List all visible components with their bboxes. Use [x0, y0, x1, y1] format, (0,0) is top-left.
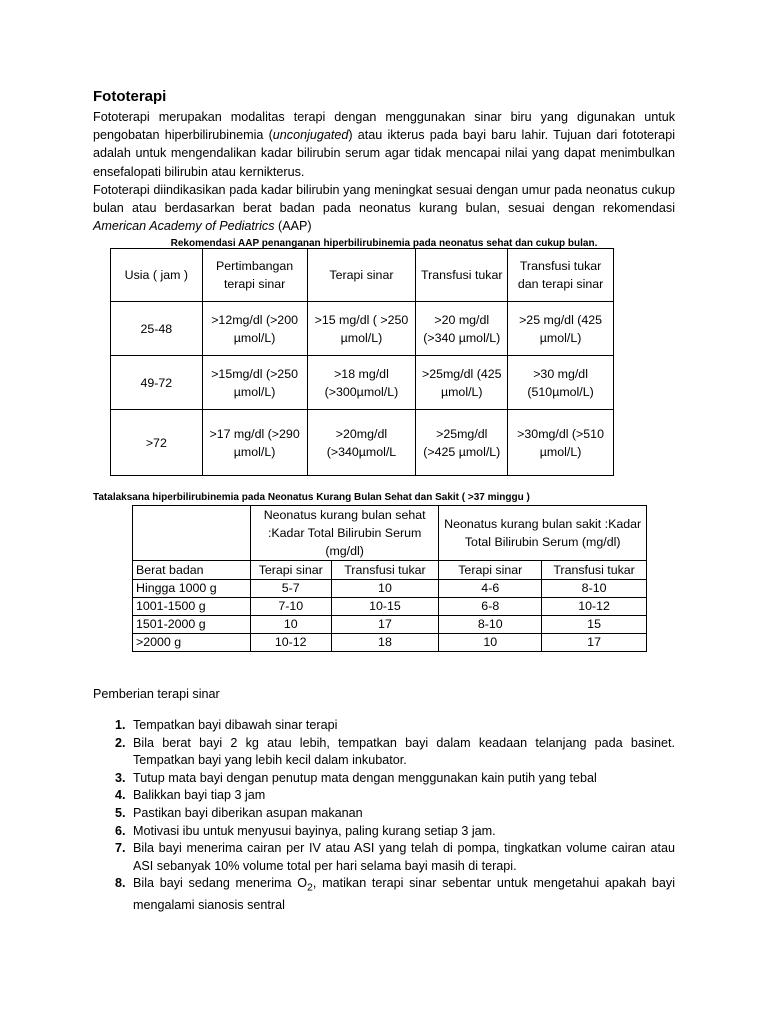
table1-cell: >72	[111, 410, 203, 476]
table1-cell: >25mg/dl (425 µmol/L)	[416, 356, 508, 410]
table2-cell: 10	[250, 616, 331, 634]
table-row	[111, 302, 614, 356]
list-item: 5. Pastikan bayi diberikan asupan makanan	[129, 805, 675, 823]
table2-header-berat: Berat badan	[133, 561, 251, 580]
table1-caption: Rekomendasi AAP penanganan hiperbilirubinemia pada neonatus sehat dan cukup bulan.	[170, 238, 598, 250]
table1-cell: >20mg/dl (>340µmol/L	[307, 410, 416, 476]
table2-cell: 1501-2000 g	[133, 616, 251, 634]
aap-recommendation-table	[110, 248, 614, 476]
table-row	[133, 634, 647, 652]
table2-cell: 7-10	[250, 598, 331, 616]
steps-list	[93, 717, 675, 915]
list-item: 3. Tutup mata bayi dengan penutup mata dengan menggunakan kain putih yang tebal	[129, 770, 675, 788]
intro-p2-text-b: (AAP)	[274, 219, 312, 234]
item8-text-b: , matikan terapi sinar sebentar untuk mengetahui apakah bayi mengalami sianosis sentral	[133, 876, 675, 913]
intro-p2-emphasis: American Academy of Pediatrics	[93, 219, 275, 234]
document-page	[93, 88, 675, 913]
preterm-management-table	[132, 505, 647, 652]
table2-cell: 10-12	[250, 634, 331, 652]
table2-cell: 4-6	[439, 580, 542, 598]
table-row	[133, 580, 647, 598]
table1-cell: >25 mg/dl (425 µmol/L)	[508, 302, 614, 356]
list-item: 2. Bila berat bayi 2 kg atau lebih, tempatkan bayi dalam keadaan telanjang pada basinet. Tempatkan bayi yang lebih kecil dalam inkubator.	[129, 735, 675, 770]
table1-cell: >25mg/dl (>425 µmol/L)	[416, 410, 508, 476]
table2-group-sehat: Neonatus kurang bulan sehat :Kadar Total Bilirubin Serum (mg/dl)	[250, 506, 438, 561]
table2-cell: 8-10	[542, 580, 647, 598]
table1-cell: >30 mg/dl (510µmol/L)	[508, 356, 614, 410]
table1-cell: >17 mg/dl (>290 µmol/L)	[202, 410, 307, 476]
table-row	[111, 410, 614, 476]
list-item	[129, 875, 675, 915]
table1-cell: >20 mg/dl (>340 µmol/L)	[416, 302, 508, 356]
table2-cell: Hingga 1000 g	[133, 580, 251, 598]
table2-cell: 18	[331, 634, 439, 652]
table2-header-transfusi: Transfusi tukar	[542, 561, 647, 580]
table2-header-terapi: Terapi sinar	[250, 561, 331, 580]
table1-header-cell: Pertimbangan terapi sinar	[202, 249, 307, 302]
table2-cell: 17	[542, 634, 647, 652]
table-row	[111, 356, 614, 410]
table1-cell: >18 mg/dl (>300µmol/L)	[307, 356, 416, 410]
table2-cell: 10	[331, 580, 439, 598]
table2-cell: 10	[439, 634, 542, 652]
table1-header-cell: Transfusi tukar dan terapi sinar	[508, 249, 614, 302]
table1-header-cell: Transfusi tukar	[416, 249, 508, 302]
table2-cell: 6-8	[439, 598, 542, 616]
item8-subscript: 2	[307, 881, 313, 894]
table2-empty-cell	[133, 506, 251, 561]
item8-text-a: Bila bayi sedang menerima O	[133, 876, 308, 891]
page-title: Fototerapi	[93, 88, 167, 105]
table2-cell: 17	[331, 616, 439, 634]
table1-header-cell: Usia ( jam )	[111, 249, 203, 302]
table2-caption: Tatalaksana hiperbilirubinemia pada Neonatus Kurang Bulan Sehat dan Sakit ( >37 minggu )	[93, 492, 530, 503]
list-item: 6. Motivasi ibu untuk menyusui bayinya, paling kurang setiap 3 jam.	[129, 823, 675, 841]
intro-paragraph-1	[93, 108, 675, 181]
table2-header-terapi: Terapi sinar	[439, 561, 542, 580]
list-item: 4. Balikkan bayi tiap 3 jam	[129, 787, 675, 805]
table2-cell: 15	[542, 616, 647, 634]
list-item: 1. Tempatkan bayi dibawah sinar terapi	[129, 717, 675, 735]
table2-cell: 1001-1500 g	[133, 598, 251, 616]
table2-header-transfusi: Transfusi tukar	[331, 561, 439, 580]
intro-p1-text-b: ) atau ikterus pada bayi baru lahir. Tujuan dari fototerapi adalah untuk mengendalikan kadar bilirubin serum agar tidak mencapai nilai yang dapat menimbulkan ensefalopati bilirubin atau kernikterus.	[93, 128, 675, 179]
table2-cell: 5-7	[250, 580, 331, 598]
table-row	[133, 598, 647, 616]
table2-group-row	[133, 506, 647, 561]
table1-cell: >15 mg/dl ( >250 µmol/L)	[307, 302, 416, 356]
table1-cell: 49-72	[111, 356, 203, 410]
table2-cell: 10-12	[542, 598, 647, 616]
table1-cell: >30mg/dl (>510 µmol/L)	[508, 410, 614, 476]
table1-cell: >12mg/dl (>200 µmol/L)	[202, 302, 307, 356]
table1-header-row	[111, 249, 614, 302]
intro-p1-text-a: Fototerapi merupakan modalitas terapi dengan menggunakan sinar biru yang digunakan untuk pengobatan hiperbilirubinemia (	[93, 110, 675, 143]
table1-header-cell: Terapi sinar	[307, 249, 416, 302]
steps-heading: Pemberian terapi sinar	[93, 687, 220, 701]
table2-header-row	[133, 561, 647, 580]
intro-paragraph-2	[93, 181, 675, 236]
table2-cell: 8-10	[439, 616, 542, 634]
intro-p1-emphasis: unconjugated	[272, 128, 349, 143]
table1-cell: 25-48	[111, 302, 203, 356]
table-row	[133, 616, 647, 634]
intro-p2-text-a: Fototerapi diindikasikan pada kadar bilirubin yang meningkat sesuai dengan umur pada neonatus cukup bulan atau berdasarkan berat badan pada neonatus kurang bulan, sesuai dengan rekomendasi	[93, 182, 675, 216]
table2-cell: 10-15	[331, 598, 439, 616]
list-item: 7. Bila bayi menerima cairan per IV atau ASI yang telah di pompa, tingkatkan volume cairan atau ASI sebanyak 10% volume total per hari selama bayi masih di terapi.	[129, 840, 675, 875]
table2-cell: >2000 g	[133, 634, 251, 652]
table1-cell: >15mg/dl (>250 µmol/L)	[202, 356, 307, 410]
table2-group-sakit: Neonatus kurang bulan sakit :Kadar Total Bilirubin Serum (mg/dl)	[439, 506, 647, 561]
